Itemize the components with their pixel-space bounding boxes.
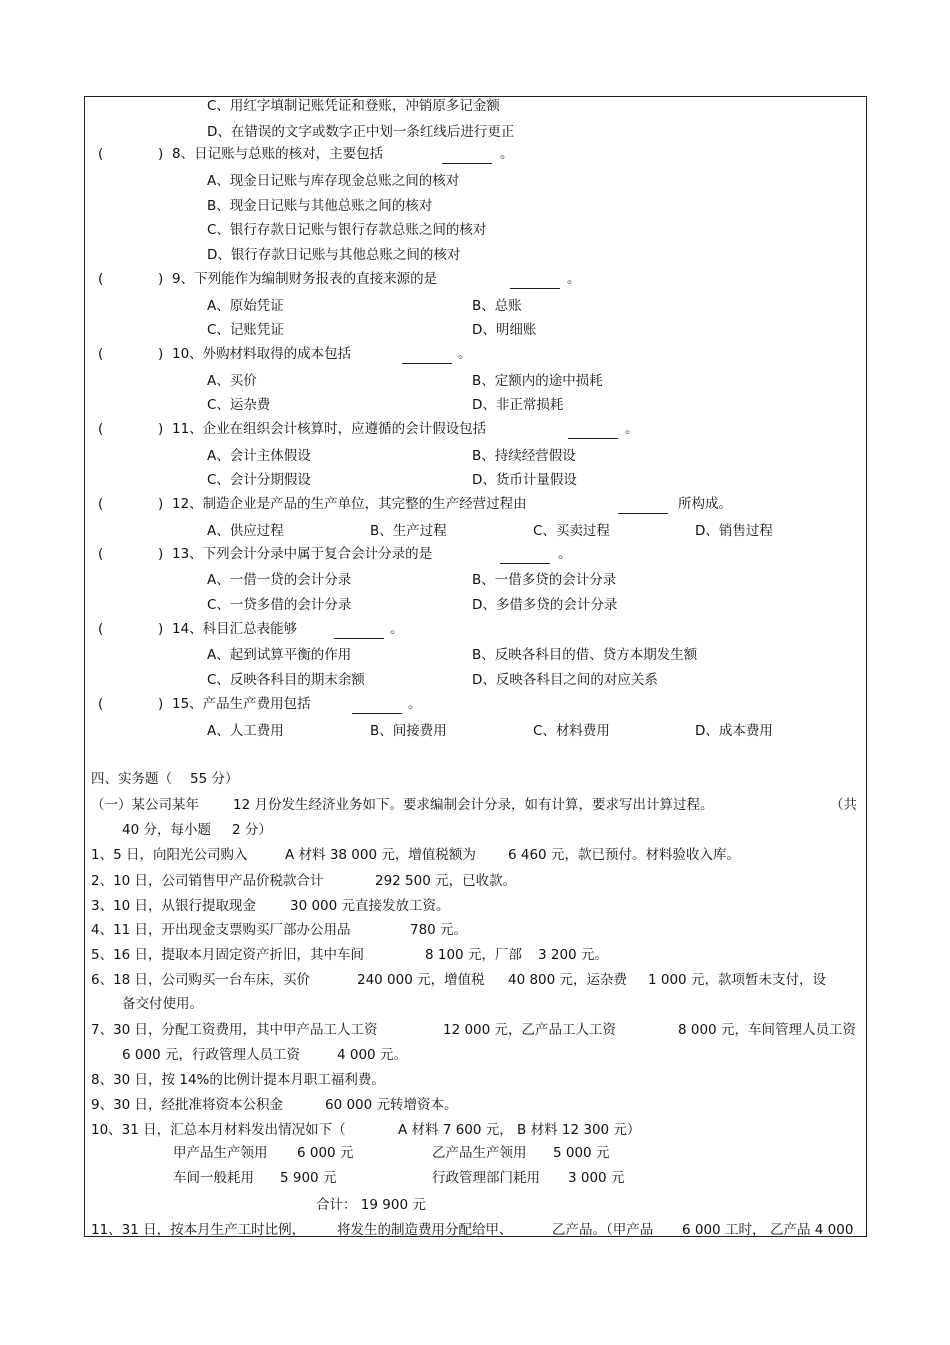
item-5: 3 200 元。: [538, 947, 608, 963]
item-3: 3、10 日，从银行提取现金: [91, 898, 257, 914]
q15-option-b: B、间接费用: [370, 723, 447, 739]
answer-paren-right: ): [158, 271, 164, 287]
q15-stem: 15、产品生产费用包括: [172, 696, 311, 712]
item-10-detail: 6 000 元: [297, 1145, 354, 1161]
q11-option-b: B、持续经营假设: [472, 448, 576, 464]
q13-stem: 13、下列会计分录中属于复合会计分录的是: [172, 546, 433, 562]
intro-part-a: （一）某公司某年: [91, 797, 199, 813]
item-11: 乙产品。（甲产品: [552, 1222, 654, 1238]
answer-blank: [618, 513, 668, 514]
answer-paren-left: (: [98, 346, 104, 362]
q14-option-c: C、反映各科目的期末余额: [207, 672, 365, 688]
q13-option-a: A、一借一贷的会计分录: [207, 572, 352, 588]
item-10-detail: 车间一般耗用: [173, 1170, 254, 1186]
item-10-detail: 乙产品生产领用: [432, 1145, 527, 1161]
answer-blank: [568, 438, 618, 439]
item-2: 2、10 日，公司销售甲产品价税款合计: [91, 873, 324, 889]
q14-end: 。: [390, 621, 404, 637]
item-10-detail: 甲产品生产领用: [173, 1145, 268, 1161]
item-6: 240 000 元，增值税: [357, 972, 485, 988]
q7-option-c: C、用红字填制记账凭证和登账，冲销原多记金额: [207, 98, 500, 114]
item-10-detail: 3 000 元: [568, 1170, 625, 1186]
q9-option-b: B、总账: [472, 298, 522, 314]
q13-option-d: D、多借多贷的会计分录: [472, 597, 618, 613]
answer-paren-right: ): [158, 696, 164, 712]
item-10-detail: 行政管理部门耗用: [432, 1170, 540, 1186]
q12-option-a: A、供应过程: [207, 523, 284, 539]
q9-end: 。: [567, 271, 581, 287]
q12-option-b: B、生产过程: [370, 523, 447, 539]
q8-option-d: D、银行存款日记账与其他总账之间的核对: [207, 247, 461, 263]
q14-option-a: A、起到试算平衡的作用: [207, 647, 352, 663]
q12-stem: 12、制造企业是产品的生产单位，其完整的生产经营过程由: [172, 496, 527, 512]
answer-paren-left: (: [98, 146, 104, 162]
item-8: 8、30 日，按 14%的比例计提本月职工福利费。: [91, 1072, 385, 1088]
intro-part-e: 2 分）: [232, 822, 272, 838]
item-11: 将发生的制造费用分配给甲、: [337, 1222, 513, 1238]
item-10: 10、31 日，汇总本月材料发出情况如下（: [91, 1122, 346, 1138]
q14-option-d: D、反映各科目之间的对应关系: [472, 672, 658, 688]
q13-option-c: C、一贷多借的会计分录: [207, 597, 352, 613]
item-6: 40 800 元，运杂费: [508, 972, 628, 988]
item-1: 6 460 元，款已预付。材料验收入库。: [508, 847, 740, 863]
answer-paren-right: ): [158, 496, 164, 512]
answer-paren-left: (: [98, 271, 104, 287]
q9-option-a: A、原始凭证: [207, 298, 284, 314]
q11-option-a: A、会计主体假设: [207, 448, 311, 464]
answer-paren-right: ): [158, 146, 164, 162]
q13-option-b: B、一借多贷的会计分录: [472, 572, 617, 588]
answer-paren-left: (: [98, 421, 104, 437]
q7-option-d: D、在错误的文字或数字正中划一条红线后进行更正: [207, 124, 515, 140]
q15-option-d: D、成本费用: [695, 723, 773, 739]
q15-option-a: A、人工费用: [207, 723, 284, 739]
answer-paren-right: ): [158, 546, 164, 562]
item-4: 780 元。: [410, 922, 468, 938]
answer-paren-right: ): [158, 421, 164, 437]
item-7: 12 000 元，乙产品工人工资: [443, 1022, 617, 1038]
q15-option-c: C、材料费用: [533, 723, 610, 739]
q12-option-d: D、销售过程: [695, 523, 773, 539]
q8-option-a: A、现金日记账与库存现金总账之间的核对: [207, 173, 460, 189]
item-10-total: 合计： 19 900 元: [316, 1197, 426, 1213]
q12-end: 所构成。: [678, 496, 732, 512]
item-7-cont: 6 000 元，行政管理人员工资: [122, 1047, 300, 1063]
answer-paren-right: ): [158, 346, 164, 362]
answer-blank: [402, 363, 452, 364]
item-5: 8 100 元，厂部: [425, 947, 522, 963]
intro-part-d: 40 分，每小题: [122, 822, 211, 838]
q11-stem: 11、企业在组织会计核算时，应遵循的会计假设包括: [172, 421, 487, 437]
q11-option-c: C、会计分期假设: [207, 472, 311, 488]
intro-part-c: （共: [830, 797, 857, 813]
item-9: 9、30 日，经批准将资本公积金: [91, 1097, 284, 1113]
item-2: 292 500 元，已收款。: [375, 873, 517, 889]
q10-option-b: B、定额内的途中损耗: [472, 373, 603, 389]
q10-option-a: A、买价: [207, 373, 257, 389]
answer-blank: [442, 163, 492, 164]
item-6-cont: 备交付使用。: [122, 996, 203, 1012]
answer-blank: [510, 288, 560, 289]
intro-part-b: 12 月份发生经济业务如下。要求编制会计分录，如有计算，要求写出计算过程。: [233, 797, 714, 813]
q13-end: 。: [558, 546, 572, 562]
answer-paren-left: (: [98, 696, 104, 712]
item-11: 11、31 日，按本月生产工时比例，: [91, 1222, 306, 1238]
q15-end: 。: [408, 696, 422, 712]
answer-paren-left: (: [98, 621, 104, 637]
item-10: A 材料 7 600 元， B 材料 12 300 元）: [398, 1122, 641, 1138]
q8-end: 。: [500, 146, 514, 162]
item-11: 6 000 工时，: [682, 1222, 766, 1238]
answer-paren-left: (: [98, 546, 104, 562]
item-6: 6、18 日，公司购买一台车床，买价: [91, 972, 311, 988]
item-7: 7、30 日，分配工资费用，其中甲产品工人工资: [91, 1022, 378, 1038]
item-3: 30 000 元直接发放工资。: [290, 898, 450, 914]
item-6: 1 000 元，款项暂未支付，设: [648, 972, 826, 988]
q10-option-c: C、运杂费: [207, 397, 271, 413]
q10-end: 。: [458, 346, 472, 362]
answer-blank: [352, 713, 402, 714]
item-10-detail: 5 900 元: [280, 1170, 337, 1186]
item-7-cont: 4 000 元。: [337, 1047, 407, 1063]
q11-option-d: D、货币计量假设: [472, 472, 577, 488]
answer-paren-right: ): [158, 621, 164, 637]
q12-option-c: C、买卖过程: [533, 523, 610, 539]
item-4: 4、11 日，开出现金支票购买厂部办公用品: [91, 922, 351, 938]
answer-blank: [500, 563, 550, 564]
item-7: 8 000 元，车间管理人员工资: [678, 1022, 856, 1038]
section-score: 55 分）: [190, 771, 239, 787]
item-9: 60 000 元转增资本。: [325, 1097, 458, 1113]
item-5: 5、16 日，提取本月固定资产折旧，其中车间: [91, 947, 365, 963]
item-10-detail: 5 000 元: [553, 1145, 610, 1161]
q11-end: 。: [625, 421, 639, 437]
q8-option-c: C、银行存款日记账与银行存款总账之间的核对: [207, 222, 487, 238]
q10-stem: 10、外购材料取得的成本包括: [172, 346, 352, 362]
q9-option-c: C、记账凭证: [207, 322, 284, 338]
item-11: 乙产品 4 000: [770, 1222, 854, 1238]
answer-blank: [334, 638, 384, 639]
q8-stem: 8、日记账与总账的核对，主要包括: [172, 146, 384, 162]
q14-option-b: B、反映各科目的借、贷方本期发生额: [472, 647, 698, 663]
item-1: A 材料 38 000 元，增值税额为: [285, 847, 476, 863]
q9-stem: 9、下列能作为编制财务报表的直接来源的是: [172, 271, 438, 287]
q10-option-d: D、非正常损耗: [472, 397, 564, 413]
q8-option-b: B、现金日记账与其他总账之间的核对: [207, 198, 433, 214]
answer-paren-left: (: [98, 496, 104, 512]
item-1: 1、5 日，向阳光公司购入: [91, 847, 248, 863]
q14-stem: 14、科目汇总表能够: [172, 621, 298, 637]
q9-option-d: D、明细账: [472, 322, 537, 338]
section-title: 四、实务题（: [91, 771, 172, 787]
question-box: [84, 96, 867, 1237]
